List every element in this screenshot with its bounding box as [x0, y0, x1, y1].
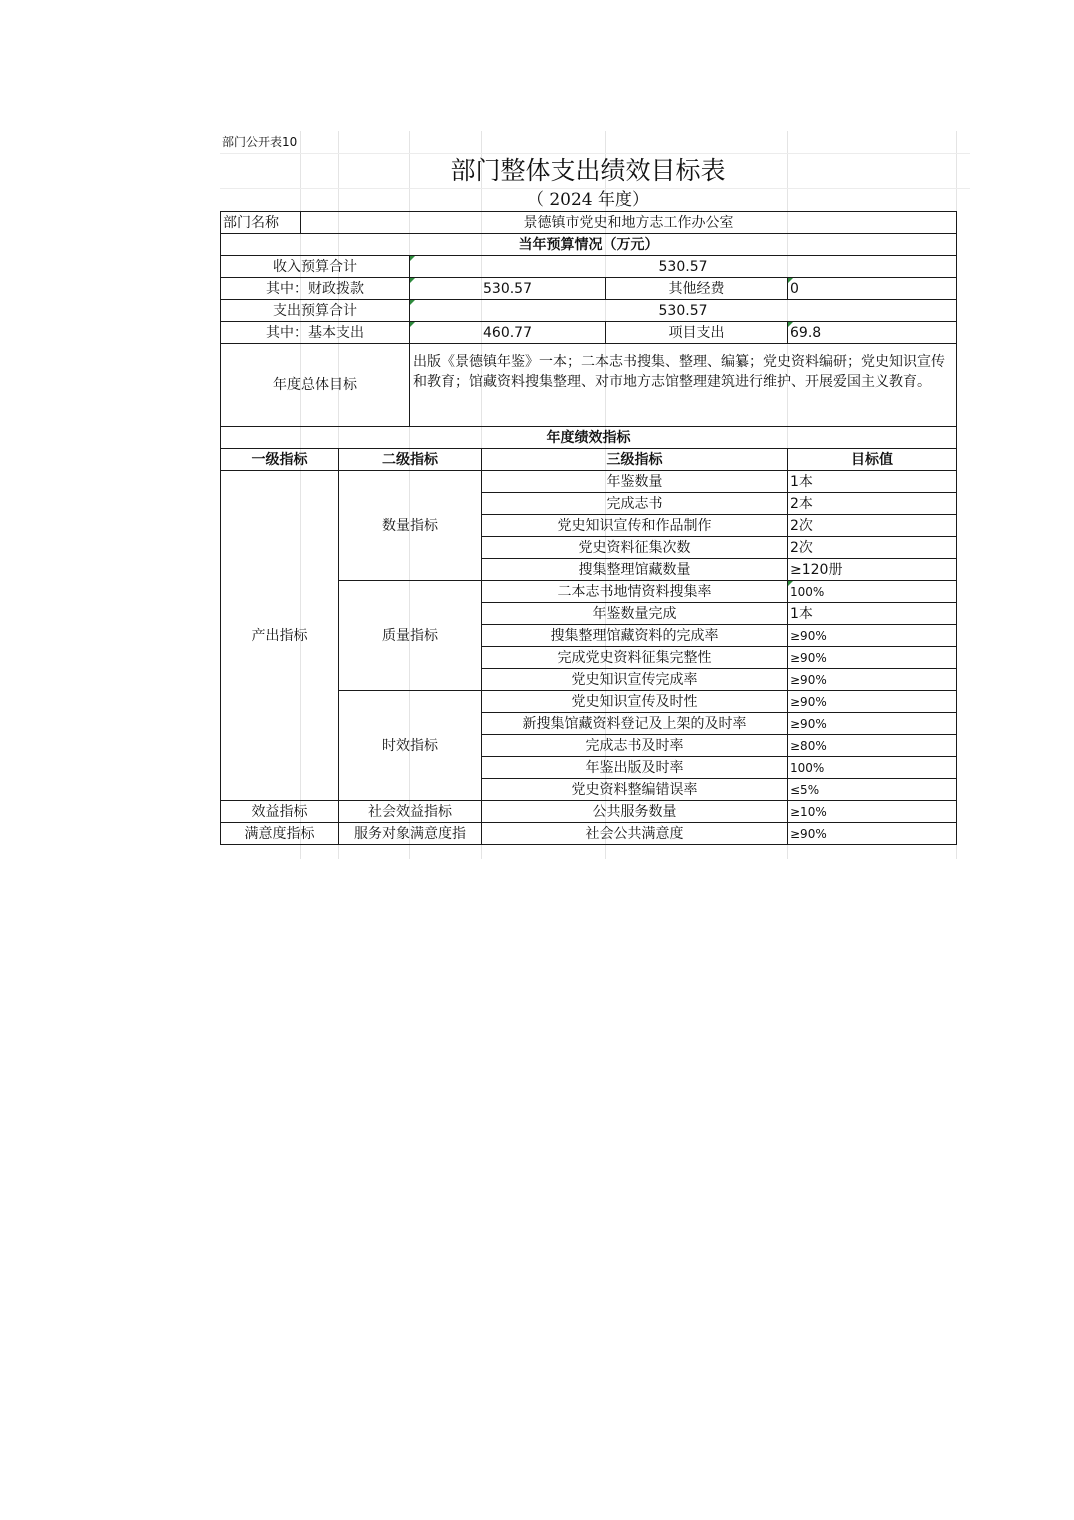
- indicator-value[interactable]: 2次: [788, 515, 957, 537]
- indicator-value-text: 100%: [790, 584, 825, 599]
- other-value[interactable]: [788, 278, 957, 300]
- indicator-value[interactable]: ≥90%: [788, 823, 957, 845]
- sheet-label: 部门公开表10: [222, 135, 298, 149]
- income-total-label[interactable]: 收入预算合计: [221, 256, 410, 278]
- indicator-name[interactable]: 社会公共满意度: [482, 823, 788, 845]
- indicator-value[interactable]: ≥90%: [788, 691, 957, 713]
- timeliness-indicator[interactable]: 时效指标: [339, 691, 482, 801]
- fiscal-value[interactable]: [410, 278, 606, 300]
- indicator-value[interactable]: ≥120册: [788, 559, 957, 581]
- indicator-name[interactable]: 二本志书地情资料搜集率: [482, 581, 788, 603]
- project-value[interactable]: [788, 322, 957, 344]
- indicator-value[interactable]: 100%: [788, 757, 957, 779]
- indicator-name[interactable]: 公共服务数量: [482, 801, 788, 823]
- number-as-text-marker: [410, 278, 415, 283]
- spreadsheet-page: [220, 131, 970, 861]
- number-as-text-marker: [410, 256, 415, 261]
- table-row: [221, 471, 957, 493]
- goal-label[interactable]: 年度总体目标: [221, 344, 410, 427]
- indicator-value[interactable]: ≥90%: [788, 647, 957, 669]
- indicator-name[interactable]: 搜集整理馆藏数量: [482, 559, 788, 581]
- indicator-value[interactable]: ≥90%: [788, 669, 957, 691]
- goal-text[interactable]: 出版《景德镇年鉴》一本；二本志书搜集、整理、编纂；党史资料编研；党史知识宣传和教育；馆藏资料搜集整理、对市地方志馆整理建筑进行维护、开展爱国主义教育。: [410, 344, 957, 427]
- project-label[interactable]: 项目支出: [606, 322, 788, 344]
- expense-total-label[interactable]: 支出预算合计: [221, 300, 410, 322]
- indicator-name[interactable]: 搜集整理馆藏资料的完成率: [482, 625, 788, 647]
- indicator-value[interactable]: ≤5%: [788, 779, 957, 801]
- perf-header-row: [221, 427, 957, 449]
- indicator-value[interactable]: 1本: [788, 471, 957, 493]
- income-total-text: 530.57: [658, 258, 708, 275]
- col-level1[interactable]: 一级指标: [221, 449, 339, 471]
- perf-col-header-row: [221, 449, 957, 471]
- expense-total-text: 530.57: [658, 302, 708, 319]
- indicator-value[interactable]: ≥10%: [788, 801, 957, 823]
- fiscal-text: 530.57: [483, 280, 532, 297]
- indicator-name[interactable]: 党史知识宣传完成率: [482, 669, 788, 691]
- perf-header[interactable]: 年度绩效指标: [221, 427, 957, 449]
- indicator-name[interactable]: 新搜集馆藏资料登记及上架的及时率: [482, 713, 788, 735]
- number-as-text-marker: [410, 300, 415, 305]
- expense-total-row: [221, 300, 957, 322]
- dept-name-value[interactable]: 景德镇市党史和地方志工作办公室: [301, 212, 957, 234]
- quality-indicator[interactable]: 质量指标: [339, 581, 482, 691]
- number-as-text-marker: [788, 322, 793, 327]
- indicator-name[interactable]: 党史资料整编错误率: [482, 779, 788, 801]
- indicator-value[interactable]: ≥80%: [788, 735, 957, 757]
- indicator-name[interactable]: 年鉴数量完成: [482, 603, 788, 625]
- indicator-value[interactable]: [788, 581, 957, 603]
- quantity-indicator[interactable]: 数量指标: [339, 471, 482, 581]
- table-row: [221, 823, 957, 845]
- table-row: [221, 801, 957, 823]
- indicator-name[interactable]: 党史知识宣传和作品制作: [482, 515, 788, 537]
- dept-name-label[interactable]: 部门名称: [221, 212, 301, 234]
- income-total-value[interactable]: [410, 256, 957, 278]
- project-text: 69.8: [790, 324, 822, 341]
- indicator-name[interactable]: 完成党史资料征集完整性: [482, 647, 788, 669]
- output-indicator[interactable]: 产出指标: [221, 471, 339, 801]
- indicator-value[interactable]: ≥90%: [788, 625, 957, 647]
- income-total-row: [221, 256, 957, 278]
- indicator-value[interactable]: ≥90%: [788, 713, 957, 735]
- dept-row: [221, 212, 957, 234]
- number-as-text-marker: [788, 581, 793, 586]
- budget-header[interactable]: 当年预算情况（万元）: [221, 234, 957, 256]
- indicator-value[interactable]: 2本: [788, 493, 957, 515]
- social-benefit-indicator[interactable]: 社会效益指标: [339, 801, 482, 823]
- expense-total-value[interactable]: [410, 300, 957, 322]
- basic-label[interactable]: 其中：基本支出: [221, 322, 410, 344]
- page-title: 部门整体支出绩效目标表: [450, 156, 726, 185]
- fiscal-row: [221, 278, 957, 300]
- col-level2[interactable]: 二级指标: [339, 449, 482, 471]
- fiscal-label[interactable]: 其中：财政拨款: [221, 278, 410, 300]
- indicator-name[interactable]: 党史资料征集次数: [482, 537, 788, 559]
- indicator-name[interactable]: 年鉴数量: [482, 471, 788, 493]
- indicator-name[interactable]: 完成志书及时率: [482, 735, 788, 757]
- satisfaction-indicator[interactable]: 满意度指标: [221, 823, 339, 845]
- benefit-indicator[interactable]: 效益指标: [221, 801, 339, 823]
- performance-table: [220, 211, 957, 845]
- goal-row: [221, 344, 957, 427]
- col-level3[interactable]: 三级指标: [482, 449, 788, 471]
- basic-row: [221, 322, 957, 344]
- col-target[interactable]: 目标值: [788, 449, 957, 471]
- indicator-name[interactable]: 年鉴出版及时率: [482, 757, 788, 779]
- basic-value[interactable]: [410, 322, 606, 344]
- basic-text: 460.77: [483, 324, 532, 341]
- number-as-text-marker: [410, 322, 415, 327]
- indicator-name[interactable]: 党史知识宣传及时性: [482, 691, 788, 713]
- other-text: 0: [790, 280, 799, 297]
- indicator-value[interactable]: 1本: [788, 603, 957, 625]
- number-as-text-marker: [788, 278, 793, 283]
- indicator-name[interactable]: 完成志书: [482, 493, 788, 515]
- other-label[interactable]: 其他经费: [606, 278, 788, 300]
- year-label: （ 2024 年度）: [526, 190, 650, 210]
- budget-header-row: [221, 234, 957, 256]
- indicator-value[interactable]: 2次: [788, 537, 957, 559]
- service-satisfaction-indicator[interactable]: 服务对象满意度指: [339, 823, 482, 845]
